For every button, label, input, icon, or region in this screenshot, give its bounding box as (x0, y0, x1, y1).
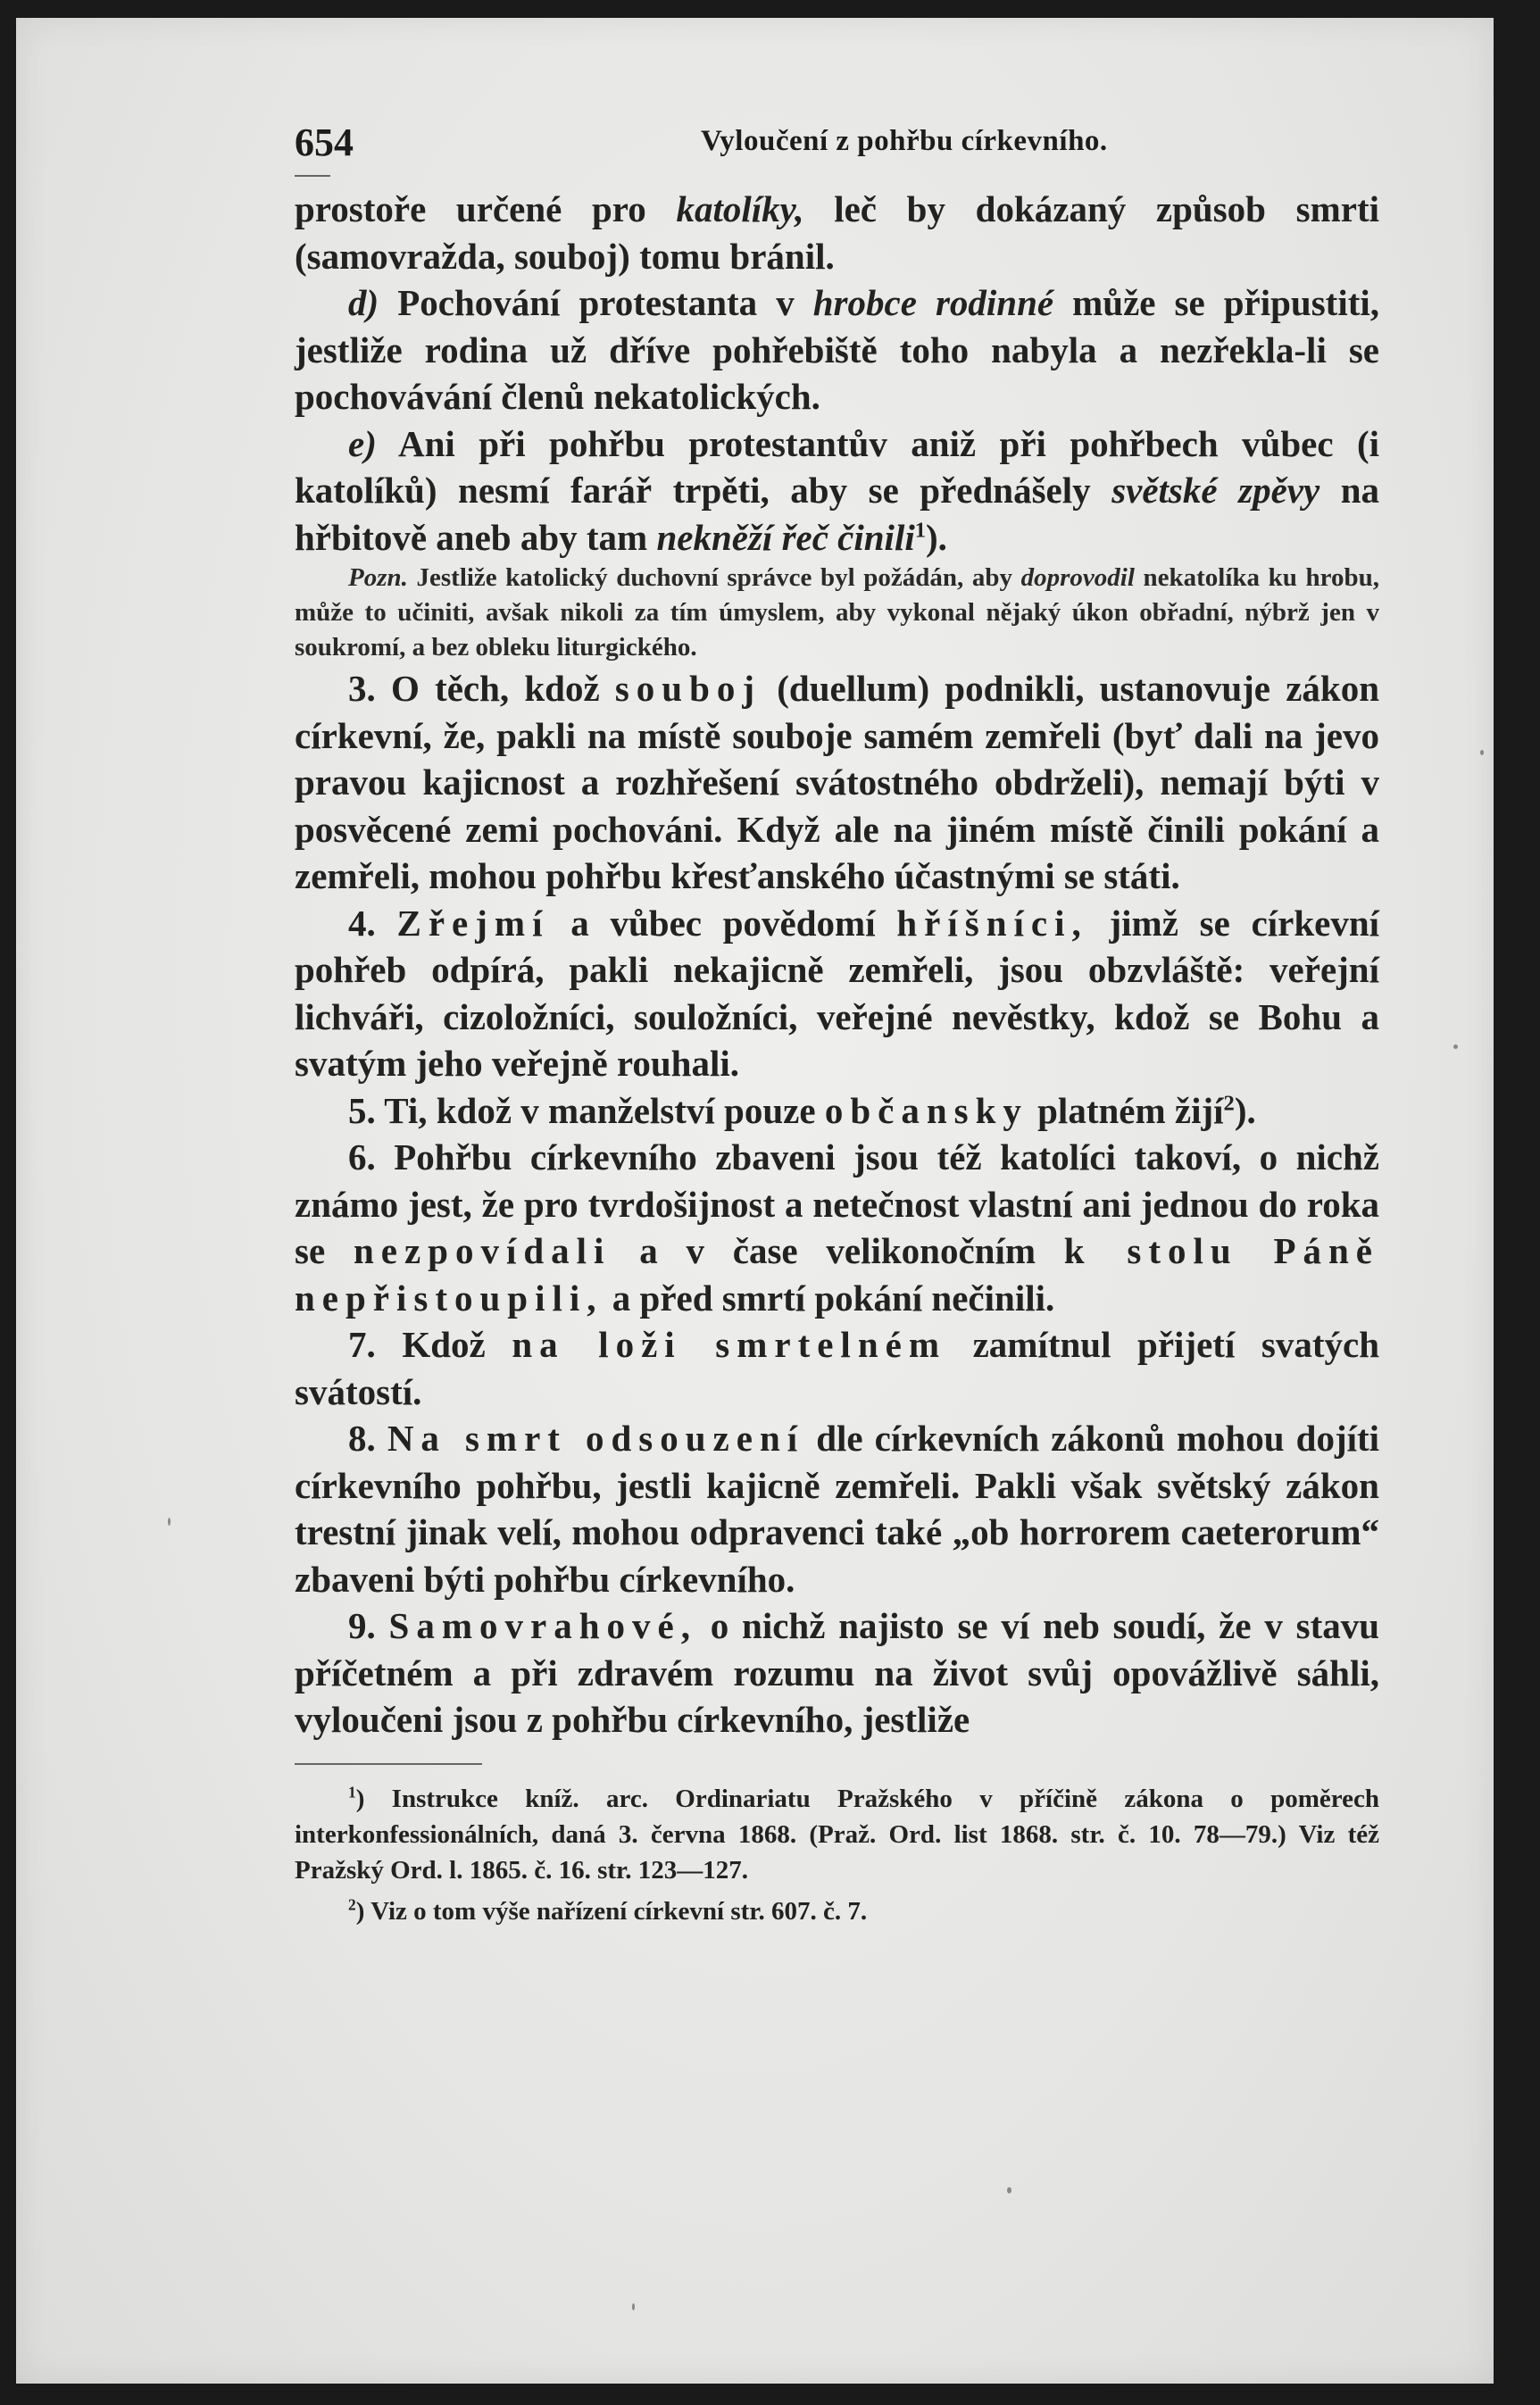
spaced-run: hříšníci, (896, 902, 1088, 944)
text-run: ). (1234, 1089, 1256, 1131)
italic-run: katolíky, (676, 188, 804, 229)
text-run: ). (926, 516, 947, 558)
page-number: 654 (295, 121, 354, 164)
item-label: d) (348, 282, 379, 323)
footnote-text: ) Instrukce kníž. arc. Ordinariatu Pražského v příčině zákona o poměrech interkonfessionálních, daná 3. června 1868. (Praž. Ord. list 1868. str. č. 10. 78—79.) Viz též Pražský Ord. l. 1865. č. 16. str. 123—127. (295, 1784, 1379, 1885)
footnote-divider (295, 1763, 482, 1765)
text-run: o nichž najisto se ví neb soudí, že v stavu příčetném a při zdravém rozumu na život svůj opovážlivě sáhli, vyloučeni jsou z pohřbu církevního, jestliže (295, 1605, 1380, 1740)
footnote-1 (295, 1781, 1379, 1888)
text-run: leč by dokázaný způsob smrti (samovražda, souboj) tomu bránil. (295, 188, 1380, 277)
italic-run: světské zpěvy (1111, 470, 1320, 511)
main-text (295, 186, 1379, 1743)
item-label: e) (348, 422, 377, 464)
paragraph-d (295, 279, 1379, 420)
running-title: Vyloučení z pohřbu církevního. (701, 125, 1108, 157)
text-run: 9. (348, 1605, 376, 1646)
text-run: a před smrtí pokání nečinili. (612, 1277, 1055, 1319)
italic-run: nekněží řeč činili (656, 516, 915, 558)
footnote-ref[interactable]: 1 (914, 517, 927, 542)
scan-speck (1453, 1044, 1458, 1049)
spaced-run: nezpovídali (353, 1230, 612, 1271)
text-run: (duellum) podnikli, ustanovuje zákon církevní, že, pakli na místě souboje samém zemřeli (byť dali na jevo pravou kajicnost a rozhřešení svátostného obdrželi), nemají býti v posvěcené zemi pochováni. Když ale na jiném místě činili pokání a zemřeli, mohou pohřbu křesťanského účastnými se státi. (295, 668, 1380, 896)
spaced-run: k stolu Páně nepřistoupili, (295, 1230, 1380, 1319)
paragraph-4 (295, 900, 1379, 1087)
text-run: zamítnul přijetí svatých svátostí. (295, 1324, 1380, 1412)
scan-speck (168, 1518, 171, 1526)
footnote-mark: 2 (348, 1894, 356, 1913)
paragraph-5 (295, 1087, 1379, 1135)
text-run: 4. (348, 902, 376, 944)
text-run: prostoře určené pro (295, 188, 646, 229)
scan-speck (1480, 750, 1484, 755)
running-header (295, 116, 1379, 162)
spaced-run: na loži smrtelném (512, 1324, 946, 1365)
text-run: nekatolíka ku hrobu, může to učiniti, avšak nikoli za tím úmyslem, aby vykonal nějaký úkon obřadní, nýbrž jen v soukromí, a bez obleku liturgického. (295, 563, 1379, 662)
text-run: 3. O těch, kdož (348, 668, 600, 709)
text-run: může se připustiti, jestliže rodina už dříve pohřebiště toho nabyla a nezřekla-li se pochovávání členů nekatolických. (295, 282, 1380, 417)
footnote-text: ) Viz o tom výše nařízení církevní str. 607. č. 7. (355, 1896, 868, 1926)
footnote-ref[interactable]: 2 (1223, 1090, 1235, 1115)
text-run: a v čase velikonočním (639, 1230, 1036, 1271)
paragraph-7 (295, 1321, 1379, 1415)
spaced-run: Na smrt odsouzení (387, 1418, 805, 1459)
italic-run: hrobce rodinné (812, 282, 1054, 323)
paragraph-6 (295, 1134, 1379, 1321)
spaced-run: Zřejmí (396, 902, 550, 944)
text-run: na hřbitově aneb aby tam (295, 470, 1380, 558)
footnote-mark: 1 (348, 1782, 356, 1801)
text-run: jimž se církevní pohřeb odpírá, pakli nekajicně zemřeli, jsou obzvláště: veřejní lichváři, cizoložníci, souložníci, veřejné nevěstky, kdož se Bohu a svatým jeho veřejně rouhali. (295, 902, 1380, 1084)
italic-run: doprovodil (1020, 563, 1135, 592)
note-label: Pozn. (348, 563, 408, 592)
text-run: dle církevních zákonů mohou dojíti církevního pohřbu, jestli kajicně zemřeli. Pakli však světský zákon trestní jinak velí, mohou odpravenci také „ob horrorem caeterorum“ zbaveni býti pohřbu církevního. (295, 1418, 1380, 1600)
paragraph-3 (295, 665, 1379, 900)
paragraph-8 (295, 1415, 1379, 1602)
text-run: platném žijí (1037, 1089, 1224, 1131)
paragraph-continued (295, 186, 1379, 279)
remark-note (295, 561, 1379, 665)
text-run: 7. Kdož (348, 1324, 486, 1365)
spaced-run: občansky (824, 1089, 1028, 1131)
text-run: 6. Pohřbu církevního zbaveni jsou též katolíci takoví, o nichž známo jest, že pro tvrdošijnost a netečnost vlastní ani jednou do roka se (295, 1136, 1379, 1271)
footnotes (295, 1781, 1379, 1929)
paragraph-9 (295, 1602, 1379, 1743)
spaced-run: souboj (614, 668, 762, 709)
text-run: Ani při pohřbu protestantův aniž při pohřbech vůbec (i katolíků) nesmí farář trpěti, aby se přednášely (295, 422, 1379, 511)
scan-speck (632, 2303, 635, 2310)
scan-speck (1007, 2187, 1011, 2193)
paragraph-e (295, 420, 1379, 562)
footnote-2 (295, 1893, 1379, 1929)
text-run: 5. Ti, kdož v manželství pouze (348, 1089, 816, 1131)
text-run: 8. (348, 1418, 376, 1459)
text-run: a vůbec povědomí (570, 902, 876, 944)
page-content (295, 116, 1379, 1935)
spaced-run: Samovrahové, (388, 1605, 697, 1646)
text-run: Jestliže katolický duchovní správce byl požádán, aby (416, 563, 1013, 592)
text-run: Pochování protestanta v (397, 282, 795, 323)
